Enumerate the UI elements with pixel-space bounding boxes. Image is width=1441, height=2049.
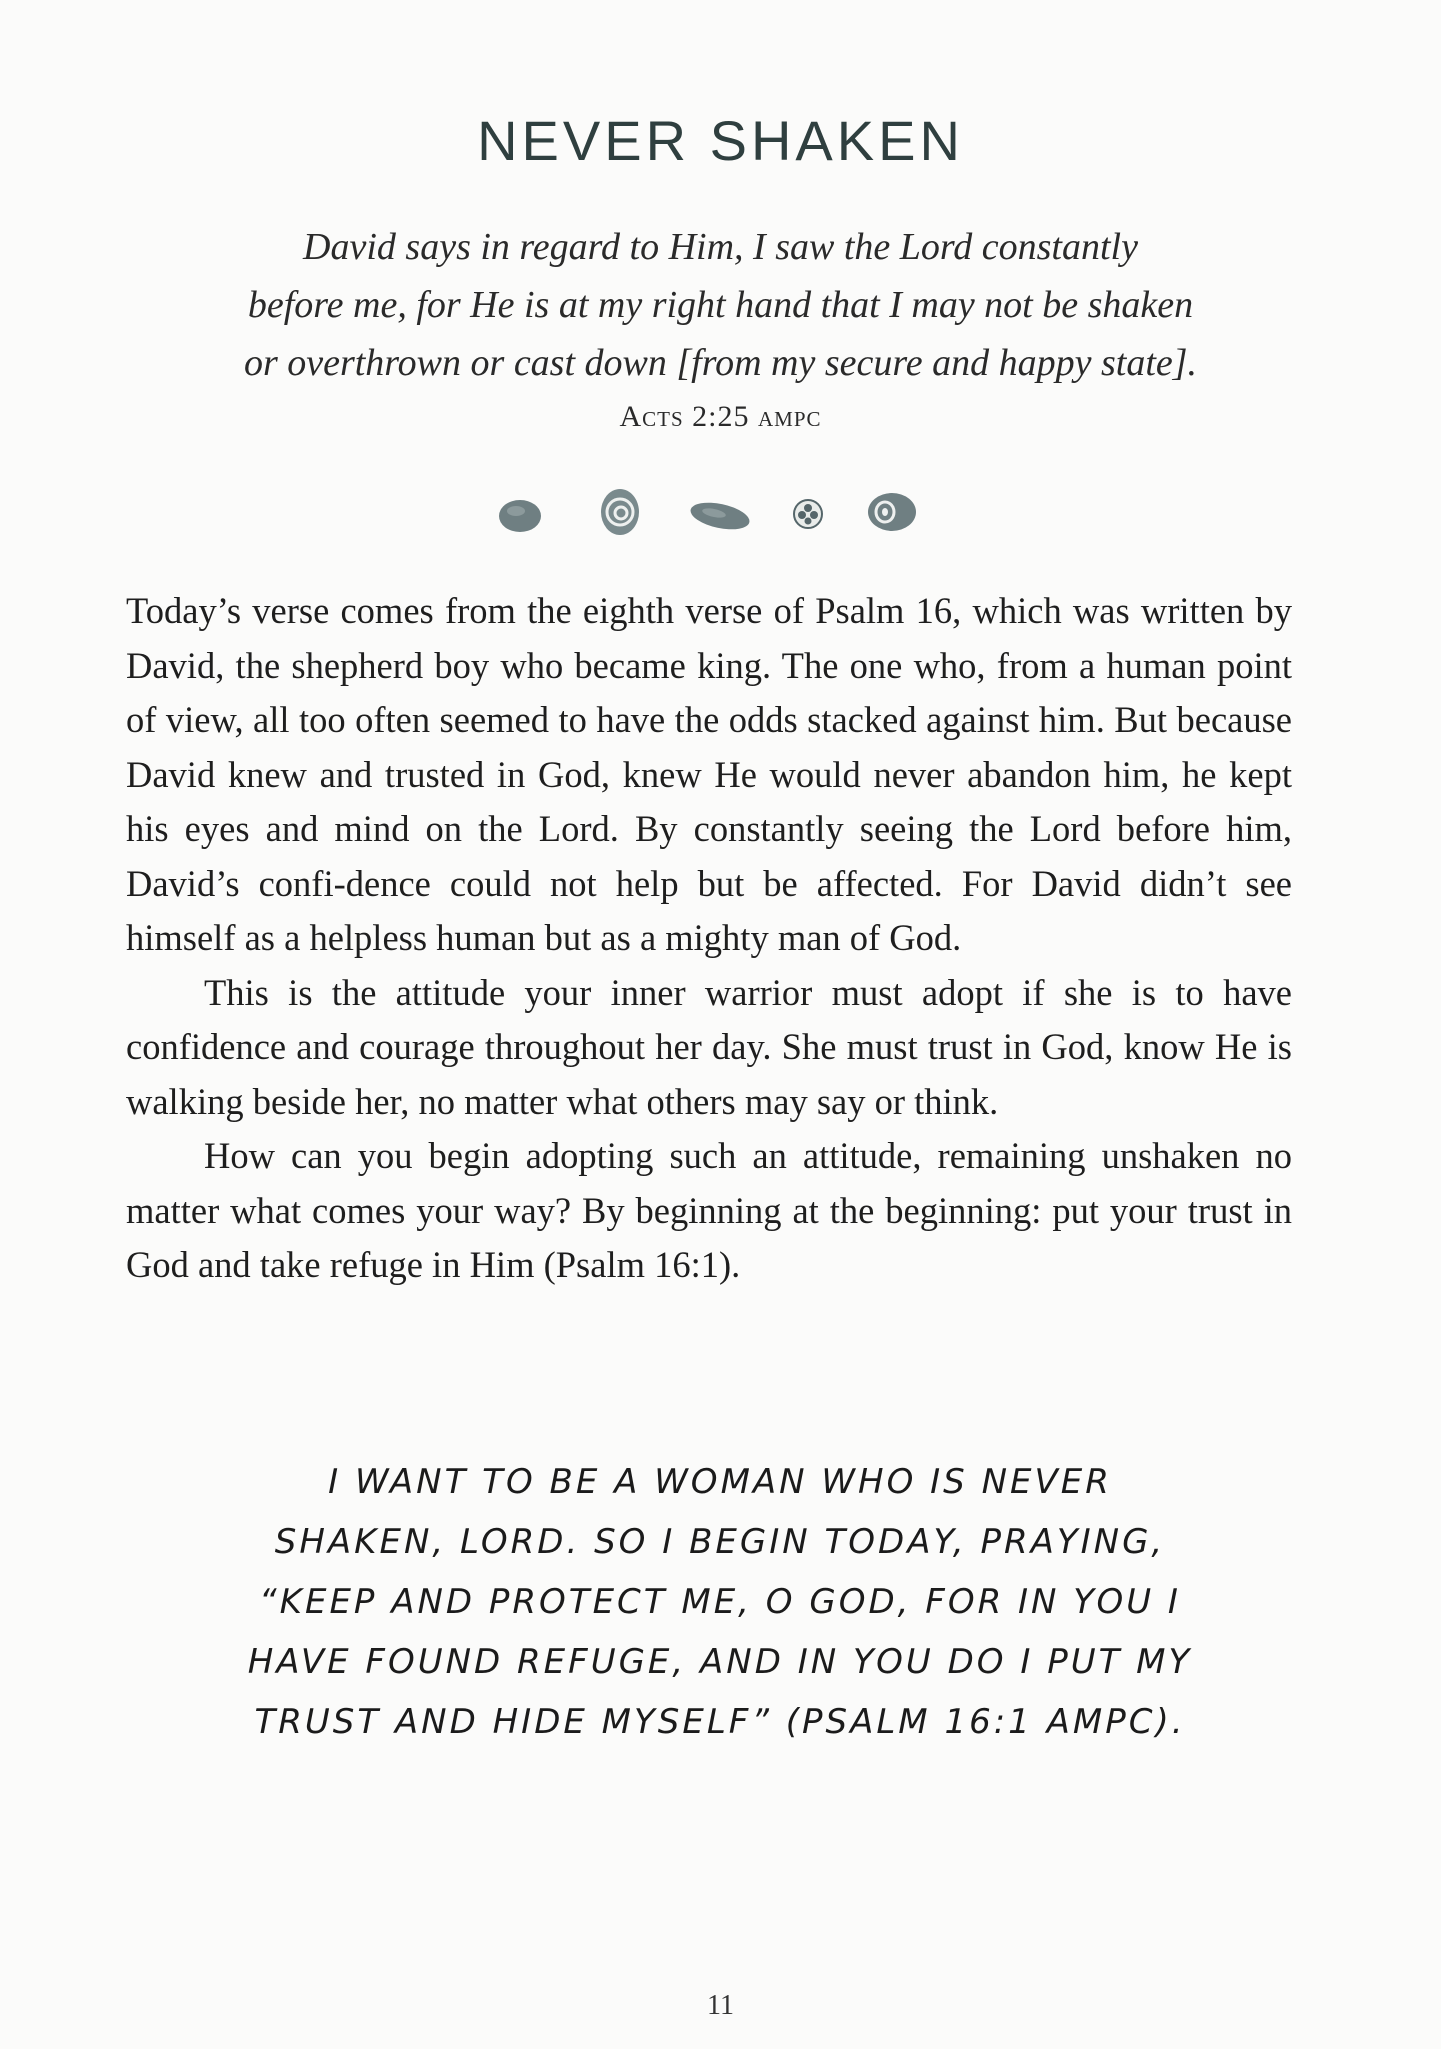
stone-icon — [499, 500, 541, 532]
prayer-line: I WANT TO BE A WOMAN WHO IS NEVER — [328, 1462, 1112, 1502]
verse-line: or overthrown or cast down [from my secure and happy state]. — [243, 342, 1198, 384]
prayer-line: HAVE FOUND REFUGE, AND IN YOU DO I PUT MY — [247, 1642, 1193, 1682]
scripture-verse — [130, 218, 1311, 392]
verse-line: David says in regard to Him, I saw the Lord constantly — [303, 226, 1138, 268]
page-number: 11 — [707, 1990, 734, 2021]
verse-line: before me, for He is at my right hand that I may not be shaken — [247, 284, 1194, 326]
prayer-line: “KEEP AND PROTECT ME, O GOD, FOR IN YOU I — [259, 1582, 1181, 1622]
reference-book: Acts — [619, 400, 684, 433]
prayer-line: TRUST AND HIDE MYSELF” (PSALM 16:1 AMPC). — [254, 1702, 1186, 1742]
spiral-stone-icon — [601, 489, 639, 535]
stone-ornament-divider — [480, 478, 940, 548]
prayer-line: SHAKEN, LORD. SO I BEGIN TODAY, PRAYING, — [274, 1522, 1166, 1562]
reference-version: ampc — [758, 400, 822, 433]
page-title: NEVER SHAKEN — [477, 109, 964, 172]
flower-stone-icon — [794, 500, 822, 528]
body-paragraph: How can you begin adopting such an attitude, remaining unshaken no matter what comes your way? By beginning at the beginning: put your trust in God and take refuge in Him (Psalm 16:1). — [126, 1135, 1292, 1285]
verse-reference — [0, 400, 1441, 434]
handwritten-prayer — [180, 1452, 1260, 1752]
flat-stone-icon — [688, 498, 752, 534]
reference-numbers: 2:25 — [692, 400, 750, 433]
body-paragraph: This is the attitude your inner warrior must adopt if she is to have confidence and courage throughout her day. She must trust in God, know He is walking beside her, no matter what others may say or think. — [126, 971, 1292, 1122]
body-paragraph: Today’s verse comes from the eighth verse of Psalm 16, which was written by David, the shepherd boy who became king. The one who, from a human point of view, all too often seemed to have the odds stacked against him. But because David knew and trusted in God, knew He would never abandon him, he kept his eyes and mind on the Lord. By constantly seeing the Lord before him, David’s confi-dence could not help but be affected. For David didn’t see himself as a helpless human but as a mighty man of God. — [126, 590, 1292, 958]
devotional-body — [126, 584, 1292, 1293]
ringed-stone-icon — [868, 493, 916, 531]
